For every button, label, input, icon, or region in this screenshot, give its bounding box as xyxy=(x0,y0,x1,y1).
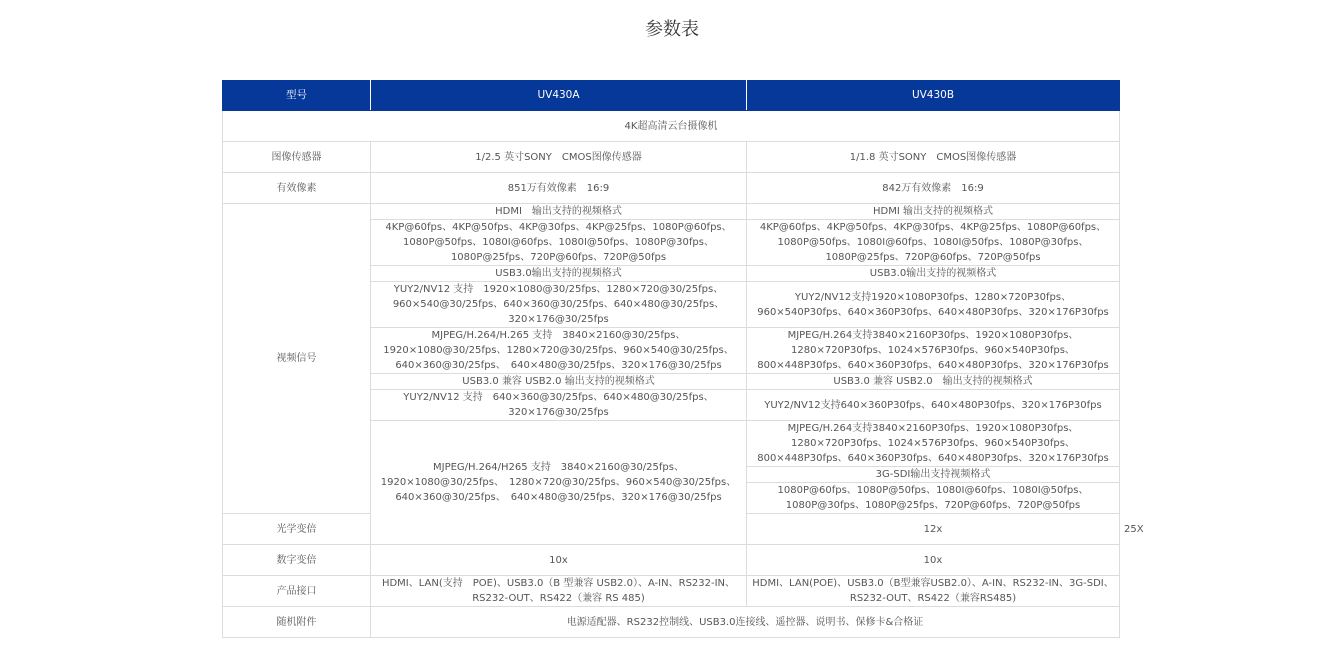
video-a-usb3-title: USB3.0输出支持的视频格式 xyxy=(371,266,747,282)
table-row-digital-zoom xyxy=(223,545,1120,576)
header-model: 型号 xyxy=(223,81,371,111)
table-row-category xyxy=(223,111,1120,142)
table-row-pixels xyxy=(223,173,1120,204)
table-row-optical-zoom: 光学变倍 12x 25X xyxy=(223,514,1120,545)
video-a-usb2-title: USB3.0 兼容 USB2.0 输出支持的视频格式 xyxy=(371,374,747,390)
table-row-sensor xyxy=(223,142,1120,173)
video-b-sdi-formats: 1080P@60fps、1080P@50fps、1080I@60fps、1080I@50fps、1080P@30fps、1080P@25fps、720P@60fps、720P@50fps xyxy=(747,483,1120,514)
video-b-usb2-mjpeg: MJPEG/H.264支持3840×2160P30fps、1920×1080P30fps、1280×720P30fps、1024×576P30fps、960×540P30fps、800×448P30fps、640×360P30fps、640×480P30fps、320×176P30fps xyxy=(747,421,1120,467)
optical-zoom-a: 12x xyxy=(747,514,1120,545)
digital-zoom-b: 10x xyxy=(747,545,1120,576)
table-row-interface xyxy=(223,576,1120,607)
header-model-b: UV430B xyxy=(747,81,1120,111)
accessories-value: 电源适配器、RS232控制线、USB3.0连接线、遥控器、说明书、保修卡&合格证 xyxy=(371,607,1120,638)
video-a-hdmi-title: HDMI 输出支持的视频格式 xyxy=(371,204,747,220)
video-b-usb2-title: USB3.0 兼容 USB2.0 输出支持的视频格式 xyxy=(747,374,1120,390)
video-b-usb3-title: USB3.0输出支持的视频格式 xyxy=(747,266,1120,282)
pixels-a: 851万有效像素 16:9 xyxy=(371,173,747,204)
video-a-usb2-mjpeg: MJPEG/H.264/H265 支持 3840×2160@30/25fps、1920×1080@30/25fps、 1280×720@30/25fps、960×540@30/25fps、640×360@30/25fps、 640×480@30/25fps、320×176@30/25fps xyxy=(371,421,747,545)
video-b-usb3-mjpeg: MJPEG/H.264支持3840×2160P30fps、1920×1080P30fps、1280×720P30fps、1024×576P30fps、960×540P30fps、800×448P30fps、640×360P30fps、640×480P30fps、320×176P30fps xyxy=(747,328,1120,374)
table-header-row xyxy=(223,81,1120,111)
interface-label: 产品接口 xyxy=(223,576,371,607)
header-model-a: UV430A xyxy=(371,81,747,111)
digital-zoom-a: 10x xyxy=(371,545,747,576)
video-a-hdmi-formats: 4KP@60fps、4KP@50fps、4KP@30fps、4KP@25fps、1080P@60fps、1080P@50fps、1080I@60fps、1080I@50fps、1080P@30fps、1080P@25fps、720P@60fps、720P@50fps xyxy=(371,220,747,266)
optical-zoom-label: 光学变倍 xyxy=(223,514,371,545)
accessories-label: 随机附件 xyxy=(223,607,371,638)
video-a-usb3-yuy: YUY2/NV12 支持 1920×1080@30/25fps、1280×720@30/25fps、960×540@30/25fps、640×360@30/25fps、640×480@30/25fps、320×176@30/25fps xyxy=(371,282,747,328)
table-row-video-1 xyxy=(223,204,1120,220)
page-title: 参数表 xyxy=(645,19,699,40)
sensor-label: 图像传感器 xyxy=(223,142,371,173)
pixels-b: 842万有效像素 16:9 xyxy=(747,173,1120,204)
interface-b: HDMI、LAN(POE)、USB3.0（B型兼容USB2.0）、A-IN、RS232-IN、3G-SDI、RS232-OUT、RS422（兼容RS485) xyxy=(747,576,1120,607)
category-cell: 4K超高清云台摄像机 xyxy=(223,111,1120,142)
digital-zoom-label: 数字变倍 xyxy=(223,545,371,576)
table-row-accessories xyxy=(223,607,1120,638)
pixels-label: 有效像素 xyxy=(223,173,371,204)
video-b-usb3-yuy: YUY2/NV12支持1920×1080P30fps、1280×720P30fps、960×540P30fps、640×360P30fps、640×480P30fps、320×176P30fps xyxy=(747,282,1120,328)
video-b-sdi-title: 3G-SDI输出支持视频格式 xyxy=(747,467,1120,483)
sensor-b: 1/1.8 英寸SONY CMOS图像传感器 xyxy=(747,142,1120,173)
video-b-hdmi-formats: 4KP@60fps、4KP@50fps、4KP@30fps、4KP@25fps、1080P@60fps、1080P@50fps、1080I@60fps、1080I@50fps、1080P@30fps、1080P@25fps、720P@60fps、720P@50fps xyxy=(747,220,1120,266)
video-b-hdmi-title: HDMI 输出支持的视频格式 xyxy=(747,204,1120,220)
spec-table xyxy=(222,80,1144,638)
sensor-a: 1/2.5 英寸SONY CMOS图像传感器 xyxy=(371,142,747,173)
video-label: 视频信号 xyxy=(223,204,371,514)
video-a-usb3-mjpeg: MJPEG/H.264/H.265 支持 3840×2160@30/25fps、1920×1080@30/25fps、1280×720@30/25fps、960×540@30/25fps、640×360@30/25fps、 640×480@30/25fps、320×176@30/25fps xyxy=(371,328,747,374)
interface-a: HDMI、LAN(支持 POE)、USB3.0（B 型兼容 USB2.0）、A-IN、RS232-IN、RS232-OUT、RS422（兼容 RS 485) xyxy=(371,576,747,607)
video-a-usb2-yuy: YUY2/NV12 支持 640×360@30/25fps、640×480@30/25fps、320×176@30/25fps xyxy=(371,390,747,421)
video-b-usb2-yuy: YUY2/NV12支持640×360P30fps、640×480P30fps、320×176P30fps xyxy=(747,390,1120,421)
